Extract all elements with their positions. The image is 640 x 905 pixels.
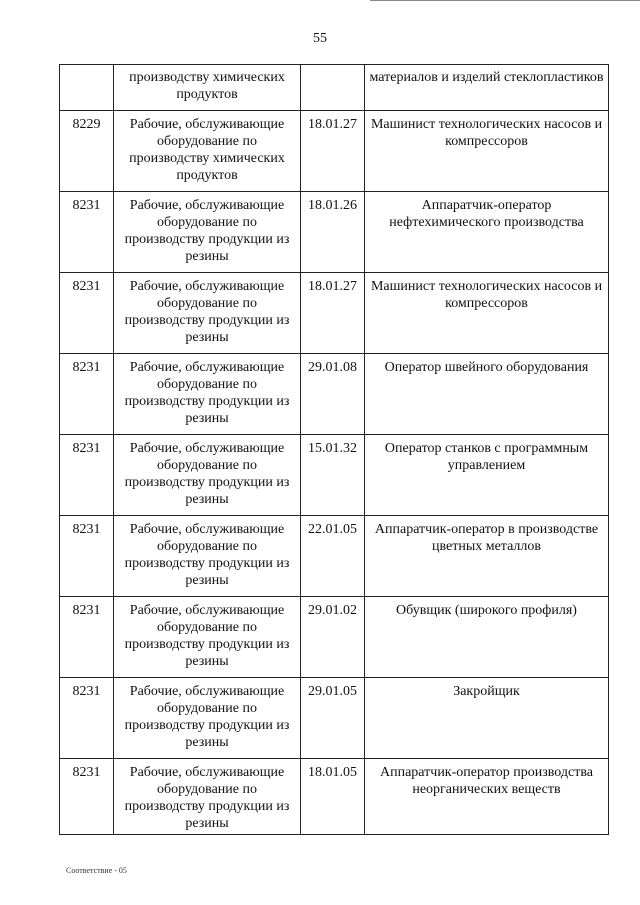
profession-code-cell: 18.01.27 [301, 111, 365, 192]
scan-edge-line [370, 0, 640, 1]
okz-code-cell: 8231 [60, 435, 114, 516]
table-row [60, 597, 609, 678]
profession-code-cell: 29.01.02 [301, 597, 365, 678]
page-number: 55 [313, 31, 327, 46]
table-row [60, 354, 609, 435]
okz-code-cell: 8231 [60, 759, 114, 835]
table-row [60, 759, 609, 835]
profession-code-cell: 18.01.26 [301, 192, 365, 273]
okz-code-cell: 8231 [60, 678, 114, 759]
profession-code-cell: 18.01.05 [301, 759, 365, 835]
okz-code-cell: 8229 [60, 111, 114, 192]
table-row [60, 192, 609, 273]
professions-table [59, 64, 609, 835]
profession-code-cell [301, 65, 365, 111]
group-name-cell: производству химических продуктов [114, 65, 301, 111]
profession-code-cell: 29.01.05 [301, 678, 365, 759]
profession-code-cell: 18.01.27 [301, 273, 365, 354]
profession-name-cell: Оператор станков с программным управлением [365, 435, 609, 516]
table-row [60, 435, 609, 516]
table-row [60, 111, 609, 192]
table-row [60, 65, 609, 111]
group-name-cell: Рабочие, обслуживающие оборудование по производству продукции из резины [114, 759, 301, 835]
okz-code-cell: 8231 [60, 354, 114, 435]
group-name-cell: Рабочие, обслуживающие оборудование по производству продукции из резины [114, 354, 301, 435]
okz-code-cell: 8231 [60, 273, 114, 354]
profession-name-cell: Аппаратчик-оператор производства неорганических веществ [365, 759, 609, 835]
group-name-cell: Рабочие, обслуживающие оборудование по производству продукции из резины [114, 678, 301, 759]
okz-code-cell: 8231 [60, 597, 114, 678]
profession-code-cell: 15.01.32 [301, 435, 365, 516]
profession-code-cell: 29.01.08 [301, 354, 365, 435]
profession-name-cell: Машинист технологических насосов и компрессоров [365, 273, 609, 354]
profession-code-cell: 22.01.05 [301, 516, 365, 597]
table-row [60, 273, 609, 354]
okz-code-cell: 8231 [60, 516, 114, 597]
profession-name-cell: Машинист технологических насосов и компрессоров [365, 111, 609, 192]
okz-code-cell [60, 65, 114, 111]
group-name-cell: Рабочие, обслуживающие оборудование по производству продукции из резины [114, 273, 301, 354]
profession-name-cell: Оператор швейного оборудования [365, 354, 609, 435]
profession-name-cell: Аппаратчик-оператор нефтехимического производства [365, 192, 609, 273]
group-name-cell: Рабочие, обслуживающие оборудование по производству продукции из резины [114, 192, 301, 273]
group-name-cell: Рабочие, обслуживающие оборудование по производству продукции из резины [114, 597, 301, 678]
okz-code-cell: 8231 [60, 192, 114, 273]
profession-name-cell: Закройщик [365, 678, 609, 759]
group-name-cell: Рабочие, обслуживающие оборудование по производству продукции из резины [114, 435, 301, 516]
table-row [60, 516, 609, 597]
group-name-cell: Рабочие, обслуживающие оборудование по производству продукции из резины [114, 516, 301, 597]
profession-name-cell: материалов и изделий стеклопластиков [365, 65, 609, 111]
table-row [60, 678, 609, 759]
footer-note: Соответствие - 05 [66, 866, 127, 875]
group-name-cell: Рабочие, обслуживающие оборудование по производству химических продуктов [114, 111, 301, 192]
profession-name-cell: Обувщик (широкого профиля) [365, 597, 609, 678]
professions-table-body [60, 65, 609, 835]
profession-name-cell: Аппаратчик-оператор в производстве цветных металлов [365, 516, 609, 597]
